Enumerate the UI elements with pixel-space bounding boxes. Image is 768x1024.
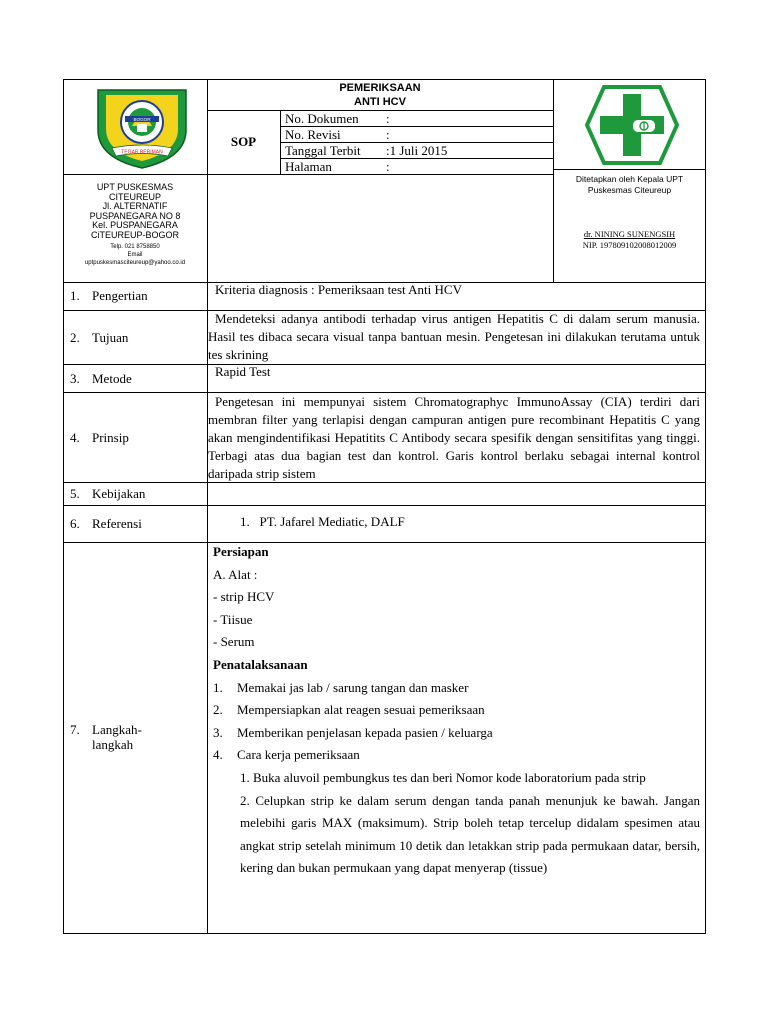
meta-value-document: : [386, 111, 390, 126]
address-line: PUSPANEGARA NO 8 [89, 210, 181, 221]
sop-label: SOP [230, 134, 257, 149]
step-num: 3. [213, 724, 223, 740]
signatory-name: dr. NINING SUNENGSIH [583, 229, 676, 239]
clinic-telp: Telp. 021 8758850 [110, 244, 160, 250]
section-label-metode [70, 371, 132, 387]
step-text: Memberikan penjelasan kepada pasien / keluarga [237, 724, 493, 740]
meta-row-date [285, 143, 550, 158]
section-title: Pengertian [92, 288, 148, 303]
approval-block [553, 174, 706, 196]
alat-title: A. Alat : [213, 566, 258, 582]
page-title [207, 81, 553, 109]
column-divider [207, 79, 208, 934]
step-text: Cara kerja pemeriksaan [237, 747, 360, 763]
meta-value-revision: : [386, 127, 390, 142]
sub-step-item: 2. Celupkan strip ke dalam serum dengan tanda panah menunjuk ke bawah. Jangan melebihi garis MAX (maksimum). Strip boleh tetap tercelup didalam spesimen atau angkat strip setelah minimum 10 detik dan letakkan strip pada permukaan datar, bersih, kering dan bukan permukaan yang dapat menyerap (tissue) [240, 792, 700, 876]
clinic-email: uptpuskesmasciteureup@yahoo.co.id [84, 260, 186, 266]
section-label-kebijakan [70, 486, 145, 502]
meta-value-date: :1 Juli 2015 [386, 143, 448, 158]
approval-line-2: Puskesmas Citeureup [587, 185, 672, 195]
section-title: Tujuan [92, 330, 129, 345]
steps-content [213, 541, 700, 880]
section-title: Prinsip [92, 430, 129, 445]
meta-label-date: Tanggal Terbit [285, 143, 361, 158]
alat-item: - Tiisue [213, 611, 253, 627]
address-line: Jl. ALTERNATIF [102, 201, 168, 212]
persiapan-title: Persiapan [213, 544, 269, 559]
step-item [213, 722, 700, 745]
address-line: CITEUREUP [108, 191, 161, 202]
address-line: Kel. PUSPANEGARA [92, 220, 178, 231]
alat-item: - strip HCV [213, 589, 275, 605]
sub-step-item: 1. Buka aluvoil pembungkus tes dan beri Nomor kode laboratorium pada strip [240, 769, 646, 785]
section-title: Kebijakan [92, 486, 146, 501]
table-border-right [705, 79, 706, 934]
section-title-cont: langkah [92, 737, 134, 752]
title-line-2: ANTI HCV [354, 96, 406, 108]
puskesmas-logo [584, 84, 680, 166]
logo-row-line [63, 174, 207, 175]
step-num: 2. [213, 702, 223, 718]
meta-label-document: No. Dokumen [285, 111, 359, 126]
meta-value-page: : [386, 159, 390, 174]
section-num: 5. [70, 486, 80, 501]
step-item [213, 699, 700, 722]
bogor-crest-logo [92, 86, 192, 170]
meta-label-page: Halaman [285, 159, 332, 174]
section-title: Langkah- [92, 722, 142, 737]
section-num: 6. [70, 516, 80, 531]
clinic-address [63, 183, 207, 241]
section-num: 1. [70, 288, 80, 303]
step-num: 4. [213, 747, 223, 763]
meta-row-document [285, 111, 550, 126]
meta-row-revision [285, 127, 550, 142]
table-border-top [63, 79, 706, 80]
section-title: Metode [92, 371, 132, 386]
approval-line-1: Ditetapkan oleh Kepala UPT [575, 174, 684, 184]
table-border-bottom [63, 933, 706, 934]
row-line-6 [63, 505, 706, 506]
crest-banner-text: BOGOR [133, 117, 151, 122]
clinic-contact [63, 243, 207, 267]
content-tujuan: Mendeteksi adanya antibodi terhadap virus antigen Hepatitis C di dalam serum manusia. Hasil tes dibaca secara visual tanpa bantuan mesin. Pengetesan ini dilakukan terutama untuk tes skrining [208, 311, 700, 362]
address-line: UPT PUSKESMAS [96, 182, 174, 192]
section-num: 2. [70, 330, 80, 345]
step-text: Mempersiapkan alat reagen sesuai pemeriksaan [237, 702, 485, 718]
step-num: 1. [213, 679, 223, 695]
section-label-referensi [70, 516, 142, 532]
alat-item: - Serum [213, 634, 255, 650]
clinic-email-label: Email [127, 252, 143, 258]
step-item [213, 677, 700, 700]
meta-label-revision: No. Revisi [285, 127, 341, 142]
step-item [213, 744, 700, 767]
section-num: 4. [70, 430, 80, 445]
content-pengertian: Kriteria diagnosis : Pemeriksaan test Anti HCV [215, 282, 462, 297]
sop-bottom-line [207, 174, 553, 175]
content-referensi: 1. PT. Jafarel Mediatic, DALF [240, 514, 405, 529]
section-title: Referensi [92, 516, 142, 531]
header-right-line [553, 169, 706, 170]
title-line-1: PEMERIKSAAN [339, 82, 421, 94]
section-label-pengertian [70, 288, 148, 304]
section-num: 3. [70, 371, 80, 386]
step-text: Memakai jas lab / sarung tangan dan masker [237, 679, 469, 695]
section-label-langkah [70, 722, 142, 752]
section-num: 7. [70, 722, 80, 737]
signatory-block [553, 229, 706, 251]
signatory-nip: NIP. 197809102008012009 [582, 240, 677, 250]
content-prinsip: Pengetesan ini mempunyai sistem Chromatographyc ImmunoAssay (CIA) terdiri dari membran filter yang terlapisi dengan campuran antigen pure recombinant Hepatitis C yang akan mengindentifikasi Hepatitits C Antibody secara spesifik dengan sensitifitas yang tinggi. Terbagi atas dua bagian test dan kontrol. Garis kontrol berlaku sebagai internal kontrol daripada strip sistem [208, 394, 700, 481]
section-label-tujuan [70, 330, 128, 346]
content-metode: Rapid Test [215, 364, 271, 379]
crest-ribbon-text: TEGAR BERIMAN [121, 149, 163, 156]
section-label-prinsip [70, 430, 129, 446]
address-line: CiTEUREUP-BOGOR [90, 229, 179, 240]
penatalaksanaan-title: Penatalaksanaan [213, 656, 308, 672]
meta-row-page [285, 159, 550, 174]
